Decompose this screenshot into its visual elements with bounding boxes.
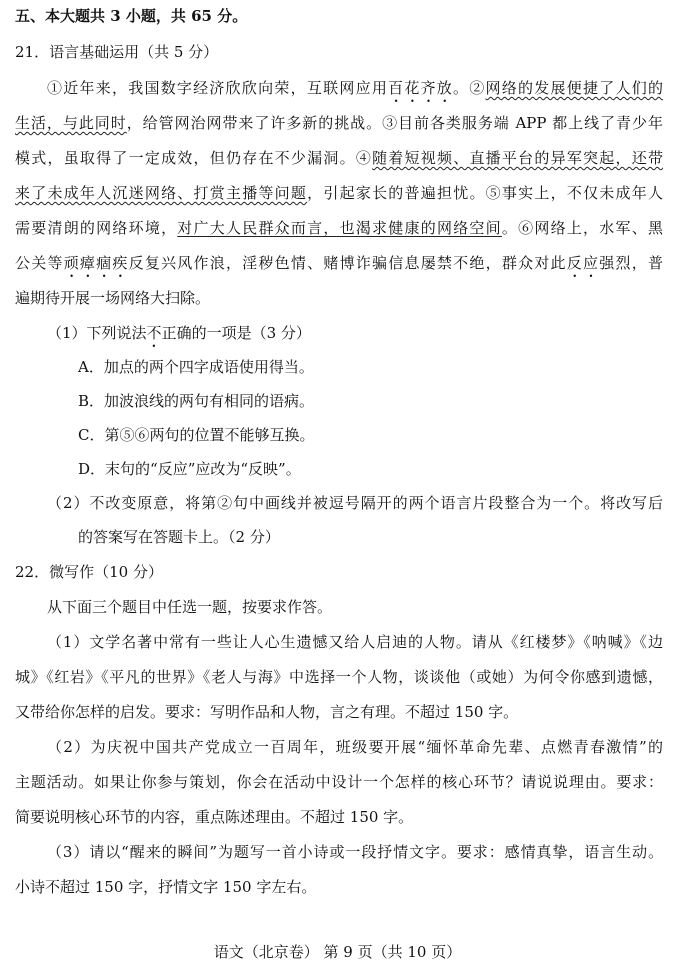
q21-title: 21．语言基础运用（共 5 分） — [15, 43, 219, 61]
page-footer: 语文（北京卷） 第 9 页（共 10 页） — [213, 943, 462, 961]
topic2-line-3: 简要说明核心环节的内容，重点陈述理由。不超过 150 字。 — [15, 808, 414, 826]
passage-line-7: 遍期待开展一场网络大扫除。 — [15, 289, 211, 307]
topic3-line-2: 小诗不超过 150 字，抒情文字 150 字左右。 — [15, 878, 317, 896]
q21-sub2-line-2: 的答案写在答题卡上。（2 分） — [78, 528, 280, 546]
passage-line-2 — [15, 113, 663, 133]
passage-line-3 — [15, 148, 663, 168]
underlined-sentence-5: 对广大人民群众而言，也渴求健康的网络空间 — [177, 219, 502, 237]
passage-text: ，引起家长的普遍担忧。⑤事实上，不仅未成年人 — [307, 184, 663, 202]
wavy-sentence-2a: 网络的发展便捷了人们的 — [485, 79, 663, 97]
passage-text: 。⑥网络上，水军、黑 — [501, 219, 663, 237]
topic3-line-1: （3）请以“醒来的瞬间”为题写一首小诗或一段抒情文字。要求：感情真挚，语言生动。 — [47, 843, 663, 861]
dotted-idiom-1: 百花齐放 — [388, 79, 454, 97]
q21-sub1-prompt — [47, 323, 311, 351]
passage-line-1 — [47, 78, 663, 106]
passage-text: ，给管网治网带来了许多新的挑战。③目前各类服务端 APP 都上线了青少年 — [126, 114, 663, 132]
dotted-word-bu: 不 — [146, 324, 162, 342]
option-c: C．第⑤⑥两句的位置不能够互换。 — [78, 426, 315, 444]
q21-sub2-line-1: （2）不改变原意，将第②句中画线并被逗号隔开的两个语言片段整合为一个。将改写后 — [47, 494, 663, 512]
passage-line-6 — [15, 253, 663, 281]
passage-line-5 — [15, 218, 663, 238]
q22-intro: 从下面三个题目中任选一题，按要求作答。 — [47, 598, 333, 616]
passage-text: 反复兴风作浪，淫秽色情、赌博诈骗信息屡禁不绝，群众对此 — [128, 254, 567, 272]
passage-text: 模式，虽取得了一定成效，但仍存在不少漏洞。④ — [15, 149, 373, 167]
passage-text: 需要清朗的网络环境， — [15, 219, 178, 237]
option-a: A．加点的两个四字成语使用得当。 — [78, 358, 314, 376]
passage-text: 。② — [453, 79, 486, 97]
option-b: B．加波浪线的两句有相同的语病。 — [78, 392, 315, 410]
prompt-text: 正确的一项是（3 分） — [161, 324, 311, 342]
dotted-word-fanying: 反应 — [566, 254, 600, 272]
passage-text: ①近年来，我国数字经济欣欣向荣，互联网应用 — [47, 79, 389, 97]
dotted-idiom-2: 顽瘴痼疾 — [63, 254, 129, 272]
wavy-sentence-2b: 生活，与此同时 — [15, 114, 127, 132]
topic2-line-2: 主题活动。如果让你参与策划，你会在活动中设计一个怎样的核心环节？请说说理由。要求： — [15, 773, 663, 791]
topic1-line-2: 城》《红岩》《平凡的世界》《老人与海》中选择一个人物，谈谈他（或她）为何令你感到遗憾， — [15, 668, 663, 686]
passage-line-4 — [15, 183, 663, 203]
topic1-line-1: （1）文学名著中常有一些让人心生遗憾又给人启迪的人物。请从《红楼梦》《呐喊》《边 — [47, 633, 663, 651]
topic2-line-1: （2）为庆祝中国共产党成立一百周年，班级要开展“缅怀革命先辈、点燃青春激情”的 — [47, 738, 663, 756]
q22-title: 22．微写作（10 分） — [15, 563, 163, 581]
prompt-text: （1）下列说法 — [47, 324, 147, 342]
wavy-sentence-4a: 随着短视频、直播平台的异军突起，还带 — [372, 149, 663, 167]
option-d: D．末句的“反应”应改为“反映”。 — [78, 460, 301, 478]
passage-text: 强烈，普 — [599, 254, 663, 272]
passage-text: 公关等 — [15, 254, 64, 272]
section-title: 五、本大题共 3 小题，共 65 分。 — [15, 7, 248, 25]
wavy-sentence-4b: 来了未成年人沉迷网络、打赏主播等问题 — [15, 184, 308, 202]
topic1-line-3: 又带给你怎样的启发。要求：写明作品和人物，言之有理。不超过 150 字。 — [15, 703, 519, 721]
